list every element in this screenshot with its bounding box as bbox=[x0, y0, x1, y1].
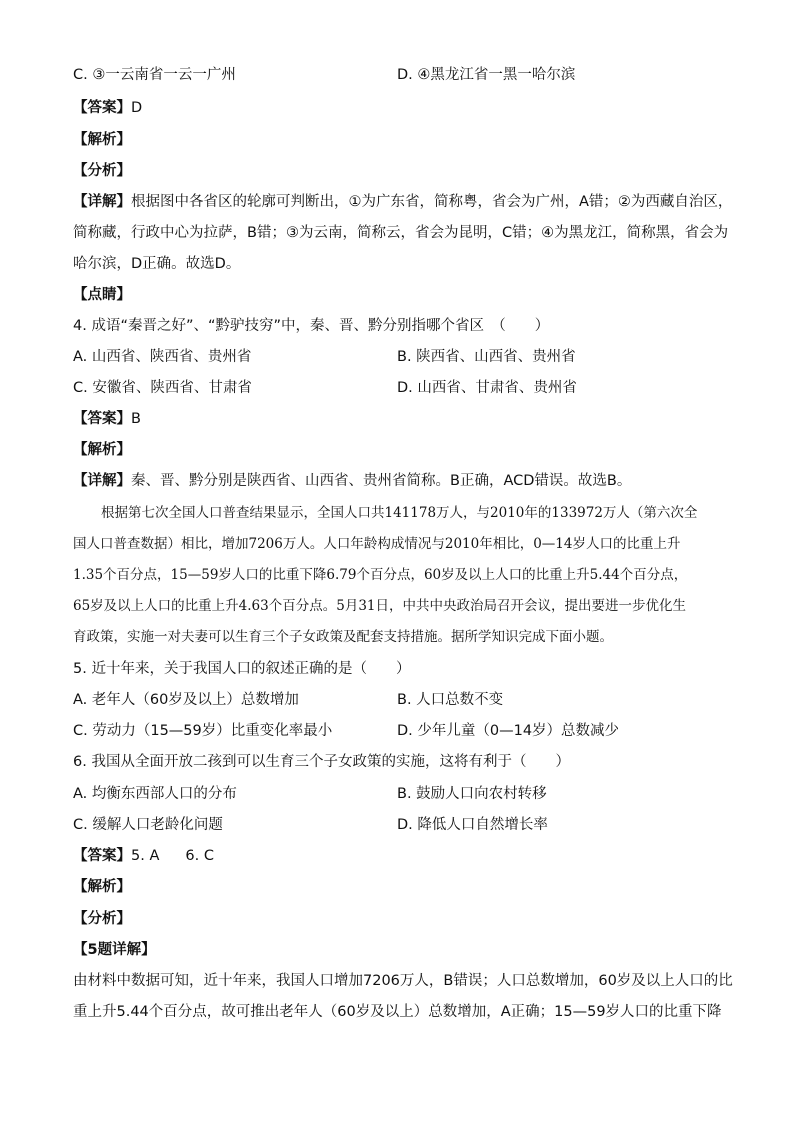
question-stem: 5. 近十年来，关于我国人口的叙述正确的是（ ） bbox=[73, 661, 411, 677]
q4-detail bbox=[73, 471, 631, 491]
q6-option-a bbox=[73, 784, 237, 804]
q4-option-a bbox=[73, 347, 251, 367]
passage-line bbox=[73, 565, 687, 585]
option-text: C. 安徽省、陕西省、甘肃省 bbox=[73, 380, 252, 396]
passage-text: 根据第七次全国人口普查结果显示，全国人口共141178万人，与2010年的133972万人（第六次全 bbox=[101, 505, 698, 521]
q3-fenxi-heading bbox=[73, 161, 131, 181]
passage-text: 国人口普查数据）相比，增加7206万人。人口年龄构成情况与2010年相比，0—14岁人口的比重上升 bbox=[73, 536, 681, 552]
q3-comment-heading bbox=[73, 285, 131, 305]
q5-option-c bbox=[73, 721, 332, 741]
q4-option-d bbox=[397, 378, 577, 398]
passage-line bbox=[73, 596, 686, 616]
detail-text: 简称藏，行政中心为拉萨，B错；③为云南，简称云，省会为昆明，C错；④为黑龙江，简称黑，省会为 bbox=[73, 225, 729, 241]
fenxi-tag: 【分析】 bbox=[73, 911, 131, 927]
option-text: A. 山西省、陕西省、贵州省 bbox=[73, 349, 252, 365]
option-text: A. 均衡东西部人口的分布 bbox=[73, 786, 237, 802]
option-text: A. 老年人（60岁及以上）总数增加 bbox=[73, 692, 299, 708]
q56-analysis-heading bbox=[73, 877, 131, 897]
q4-option-b bbox=[397, 347, 576, 367]
q3-option-c: C. ③一云南省一云一广州 bbox=[73, 67, 236, 83]
q5-detail-line bbox=[73, 1002, 722, 1022]
q6-option-d bbox=[397, 815, 548, 835]
detail-tag: 【详解】 bbox=[73, 194, 131, 210]
q3-options-row bbox=[73, 65, 236, 85]
q5-option-d bbox=[397, 721, 619, 741]
q5-option-a bbox=[73, 690, 299, 710]
q6-option-b bbox=[397, 784, 547, 804]
passage-text: 65岁及以上人口的比重上升4.63个百分点。5月31日，中共中央政治局召开会议，提出要进一步优化生 bbox=[73, 598, 687, 614]
option-text: B. 人口总数不变 bbox=[397, 692, 504, 708]
option-text: D. 少年儿童（0—14岁）总数减少 bbox=[397, 723, 620, 739]
detail-text: 哈尔滨，D正确。故选D。 bbox=[73, 256, 241, 272]
passage-line bbox=[73, 534, 680, 554]
q3-analysis-heading bbox=[73, 130, 131, 150]
q6-stem bbox=[73, 752, 570, 772]
answer-value: B bbox=[131, 411, 141, 427]
comment-tag: 【点睛】 bbox=[73, 287, 131, 303]
detail-tag: 【详解】 bbox=[73, 473, 131, 489]
q5-detail-line bbox=[73, 971, 733, 991]
option-text: B. 陕西省、山西省、贵州省 bbox=[397, 349, 576, 365]
q3-option-d-row bbox=[397, 65, 575, 85]
analysis-tag: 【解析】 bbox=[73, 132, 131, 148]
analysis-tag: 【解析】 bbox=[73, 879, 131, 895]
fenxi-tag: 【分析】 bbox=[73, 163, 131, 179]
answer-value: D bbox=[131, 100, 143, 116]
option-text: C. 缓解人口老龄化问题 bbox=[73, 817, 223, 833]
question-stem: 6. 我国从全面开放二孩到可以生育三个子女政策的实施，这将有利于（ ） bbox=[73, 754, 570, 770]
q5-option-b bbox=[397, 690, 503, 710]
option-text: B. 鼓励人口向农村转移 bbox=[397, 786, 547, 802]
q6-option-c bbox=[73, 815, 223, 835]
detail-text: 由材料中数据可知，近十年来，我国人口增加7206万人，B错误；人口总数增加，60岁及以上人口的比 bbox=[73, 973, 733, 989]
question-stem: 4. 成语“秦晋之好”、“黔驴技穷”中，秦、晋、黔分别指哪个省区 （ ） bbox=[73, 318, 550, 334]
option-text: D. 降低人口自然增长率 bbox=[397, 817, 548, 833]
q3-answer bbox=[73, 98, 142, 118]
detail-text: 根据图中各省区的轮廓可判断出，①为广东省，简称粤，省会为广州，A错；②为西藏自治区， bbox=[131, 194, 733, 210]
q4-answer bbox=[73, 409, 141, 429]
answer-value-6: 6. C bbox=[185, 848, 214, 864]
answer-tag: 【答案】 bbox=[73, 848, 131, 864]
detail-text: 重上升5.44个百分点，故可推出老年人（60岁及以上）总数增加，A正确；15—59岁人口的比重下降 bbox=[73, 1004, 722, 1020]
answer-tag: 【答案】 bbox=[73, 411, 131, 427]
passage-text: 育政策，实施一对夫妻可以生育三个子女政策及配套支持措施。据所学知识完成下面小题。 bbox=[73, 629, 613, 645]
q4-option-c bbox=[73, 378, 252, 398]
detail-text: 秦、晋、黔分别是陕西省、山西省、贵州省简称。B正确，ACD错误。故选B。 bbox=[131, 473, 632, 489]
answer-tag: 【答案】 bbox=[73, 100, 131, 116]
q56-fenxi-heading bbox=[73, 909, 131, 929]
option-text: C. 劳动力（15—59岁）比重变化率最小 bbox=[73, 723, 333, 739]
detail5-tag: 【5题详解】 bbox=[73, 942, 156, 958]
q4-stem bbox=[73, 316, 549, 336]
q3-detail-line bbox=[73, 254, 240, 274]
q3-detail-line bbox=[73, 223, 728, 243]
passage-line bbox=[101, 503, 697, 523]
passage-line bbox=[73, 627, 613, 647]
q3-detail-line bbox=[73, 192, 732, 212]
q5-detail-heading bbox=[73, 940, 156, 960]
option-text: D. 山西省、甘肃省、贵州省 bbox=[397, 380, 577, 396]
q5-stem bbox=[73, 659, 410, 679]
answer-value-5: 5. A bbox=[131, 848, 160, 864]
q4-analysis-heading bbox=[73, 440, 131, 460]
analysis-tag: 【解析】 bbox=[73, 442, 131, 458]
q3-option-d: D. ④黑龙江省一黑一哈尔滨 bbox=[397, 67, 576, 83]
q56-answer bbox=[73, 846, 214, 866]
passage-text: 1.35个百分点，15—59岁人口的比重下降6.79个百分点，60岁及以上人口的比重上升5.44个百分点， bbox=[73, 567, 688, 583]
